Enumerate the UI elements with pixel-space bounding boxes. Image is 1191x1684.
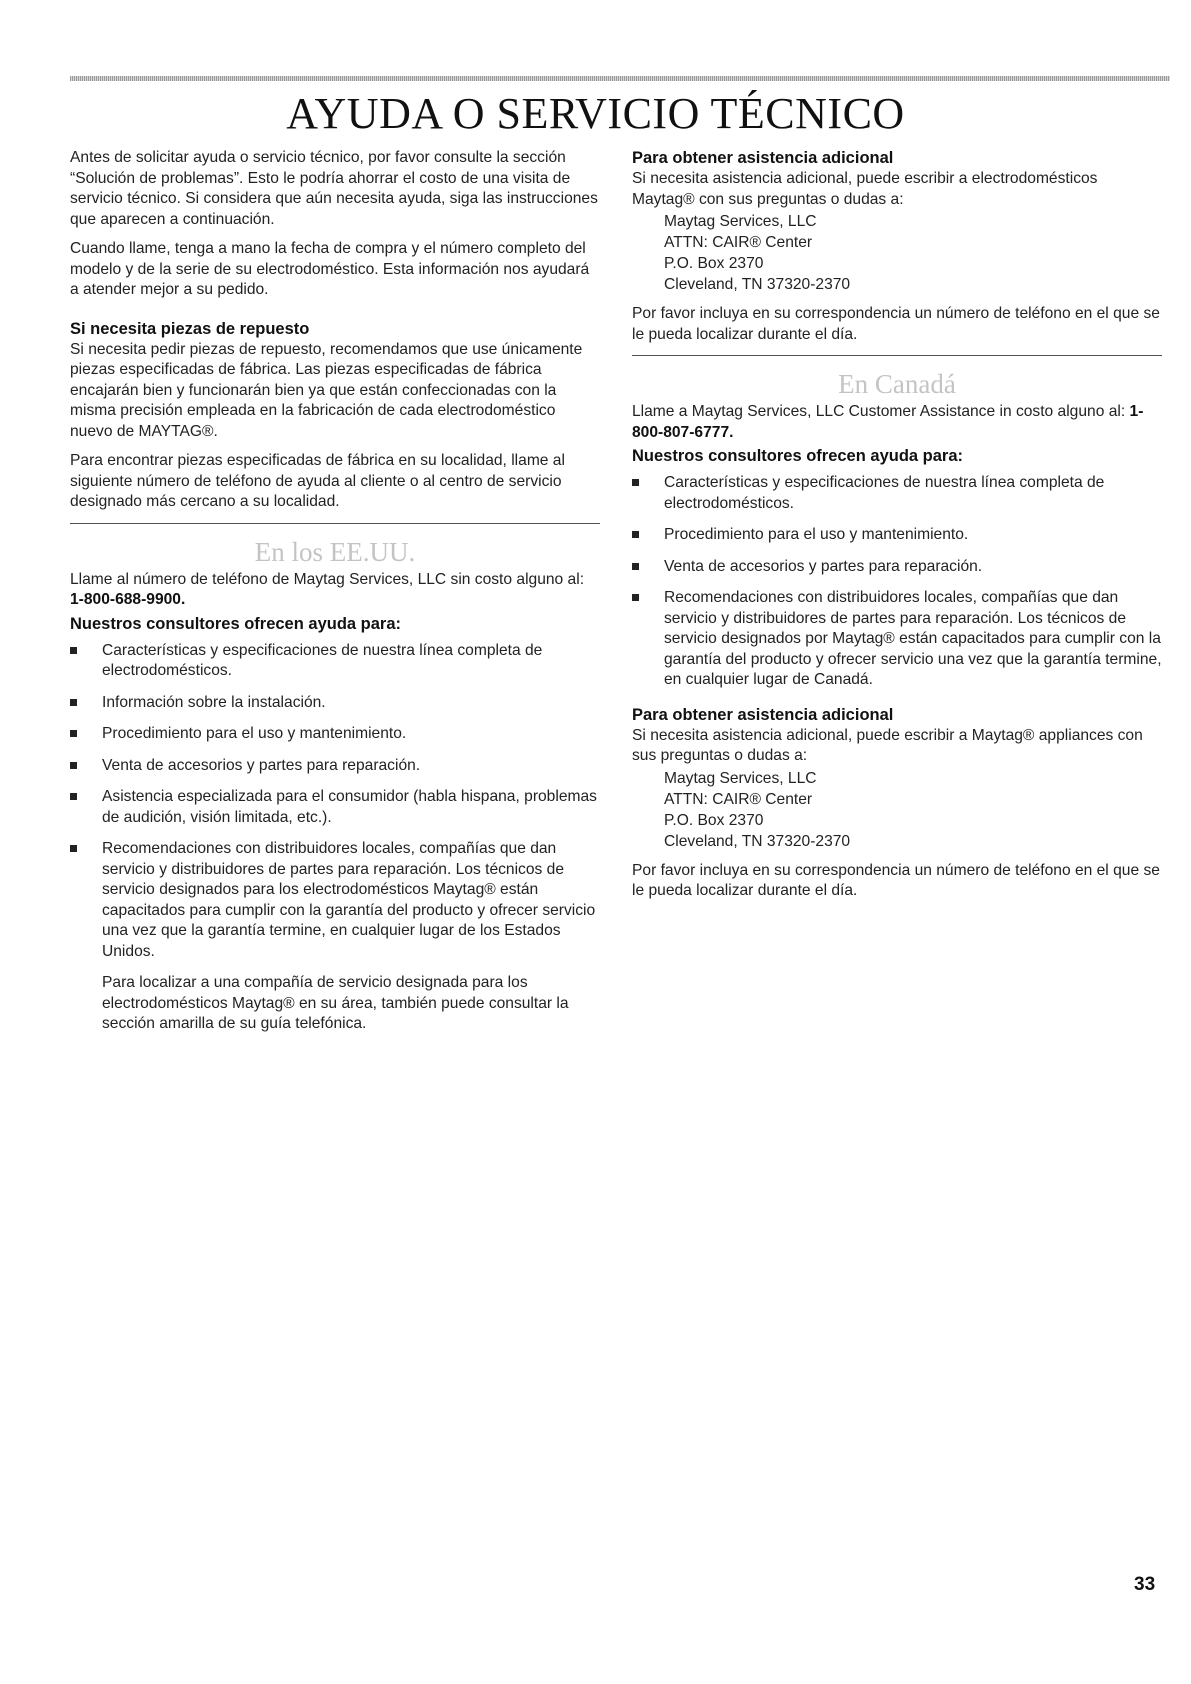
assist-note-2: Por favor incluya en su correspondencia un número de teléfono en el que se le pueda localizar durante el día.	[632, 861, 1160, 899]
us-locate-paragraph: Para localizar a una compañía de servicio designada para los electrodomésticos Maytag® en su área, también puede consultar la sección amarilla de su guía telefónica.	[102, 974, 569, 1032]
list-item: Características y especificaciones de nuestra línea completa de electrodomésticos.	[70, 641, 600, 682]
bullet-icon	[70, 647, 77, 654]
address-line: ATTN: CAIR® Center	[664, 790, 813, 808]
ca-call-text: Llame a Maytag Services, LLC Customer Assistance in costo alguno al: 1-800-807-6777.	[632, 403, 1144, 441]
bullet-icon	[632, 563, 639, 570]
bullet-icon	[632, 594, 639, 601]
ca-section-title: En Canadá	[838, 369, 956, 399]
us-help-list	[70, 641, 600, 963]
parts-paragraph-2: Para encontrar piezas especificadas de fábrica en su localidad, llame al siguiente número de teléfono de ayuda al cliente o al centro de servicio designado más cercano a su localidad.	[70, 452, 565, 510]
us-call-text: Llame al número de teléfono de Maytag Services, LLC sin costo alguno al:	[70, 570, 585, 588]
list-item: Características y especificaciones de nuestra línea completa de electrodomésticos.	[632, 473, 1162, 514]
ca-help-heading: Nuestros consultores ofrecen ayuda para:	[632, 447, 964, 465]
right-column	[632, 148, 1162, 911]
address-line: Maytag Services, LLC	[664, 213, 817, 230]
address-line: Maytag Services, LLC	[664, 769, 817, 787]
page-number: 33	[1134, 1574, 1156, 1595]
mailing-address-1	[632, 211, 1162, 295]
bullet-icon	[632, 479, 639, 486]
assist-note-1: Por favor incluya en su correspondencia un número de teléfono en el que se le pueda localizar durante el día.	[632, 305, 1160, 343]
bullet-icon	[70, 845, 77, 852]
bullet-icon	[70, 762, 77, 769]
ca-phone-number: 1-800-807-6777.	[632, 403, 1144, 441]
list-item: Información sobre la instalación.	[70, 693, 600, 714]
assist-paragraph-1: Si necesita asistencia adicional, puede escribir a electrodomésticos Maytag® con sus preguntas o dudas a:	[632, 170, 1098, 208]
address-line: P.O. Box 2370	[664, 811, 764, 829]
us-phone-number: 1-800-688-9900.	[70, 591, 186, 608]
bullet-icon	[632, 531, 639, 538]
assist-paragraph-2: Si necesita asistencia adicional, puede escribir a Maytag® appliances con sus preguntas o dudas a:	[632, 726, 1143, 764]
list-item: Recomendaciones con distribuidores locales, compañías que dan servicio y distribuidores de partes para reparación. Los técnicos de servicio designados por Maytag® están capacitados para cumplir con la garantía del producto y ofrecer servicio una vez que la garantía termine, en cualquier lugar de Canadá.	[632, 588, 1162, 691]
list-item: Recomendaciones con distribuidores locales, compañías que dan servicio y distribuidores de partes para reparación. Los técnicos de servicio designados para los electrodomésticos Maytag® están capacitados para cumplir con la garantía del producto y ofrecer servicio una vez que la garantía termine, en cualquier lugar de los Estados Unidos.	[70, 839, 600, 962]
ca-help-list	[632, 473, 1162, 691]
parts-paragraph-1: Si necesita pedir piezas de repuesto, recomendamos que use únicamente piezas especificadas de fábrica. Las piezas especificadas de fábrica encajarán bien y funcionarán bien ya que están confeccionadas con la misma precisión empleada en la fabricación de cada electrodoméstico nuevo de MAYTAG®.	[70, 340, 583, 440]
assist-heading-2: Para obtener asistencia adicional	[632, 705, 894, 724]
page-title: AYUDA O SERVICIO TÉCNICO	[286, 89, 905, 138]
us-section-title: En los EE.UU.	[254, 536, 416, 567]
bullet-icon	[70, 793, 77, 800]
section-divider-ca	[632, 355, 1162, 356]
intro-paragraph-1: Antes de solicitar ayuda o servicio técnico, por favor consulte la sección “Solución de problemas”. Esto le podría ahorrar el costo de una visita de servicio técnico. Si considera que aún necesita ayuda, siga las instrucciones que aparecen a continuación.	[70, 149, 598, 228]
list-item: Venta de accesorios y partes para reparación.	[632, 557, 1162, 578]
parts-heading: Si necesita piezas de repuesto	[70, 319, 310, 338]
list-item: Procedimiento para el uso y mantenimiento.	[632, 525, 1162, 546]
list-item: Venta de accesorios y partes para reparación.	[70, 756, 600, 777]
address-line: P.O. Box 2370	[664, 255, 764, 272]
mailing-address-2	[632, 768, 1162, 852]
left-column	[70, 148, 600, 1044]
list-item: Asistencia especializada para el consumidor (habla hispana, problemas de audición, visión limitada, etc.).	[70, 787, 600, 828]
bullet-icon	[70, 730, 77, 737]
address-line: ATTN: CAIR® Center	[664, 234, 813, 251]
section-divider-us	[70, 523, 600, 524]
intro-paragraph-2: Cuando llame, tenga a mano la fecha de compra y el número completo del modelo y de la serie de su electrodoméstico. Esta información nos ayudará a atender mejor a su pedido.	[70, 240, 590, 298]
assist-heading-1: Para obtener asistencia adicional	[632, 149, 894, 167]
list-item: Procedimiento para el uso y mantenimiento.	[70, 724, 600, 745]
address-line: Cleveland, TN 37320-2370	[664, 276, 851, 293]
address-line: Cleveland, TN 37320-2370	[664, 832, 851, 850]
us-help-heading: Nuestros consultores ofrecen ayuda para:	[70, 614, 402, 633]
bullet-icon	[70, 699, 77, 706]
top-decorative-rule	[70, 76, 1170, 81]
